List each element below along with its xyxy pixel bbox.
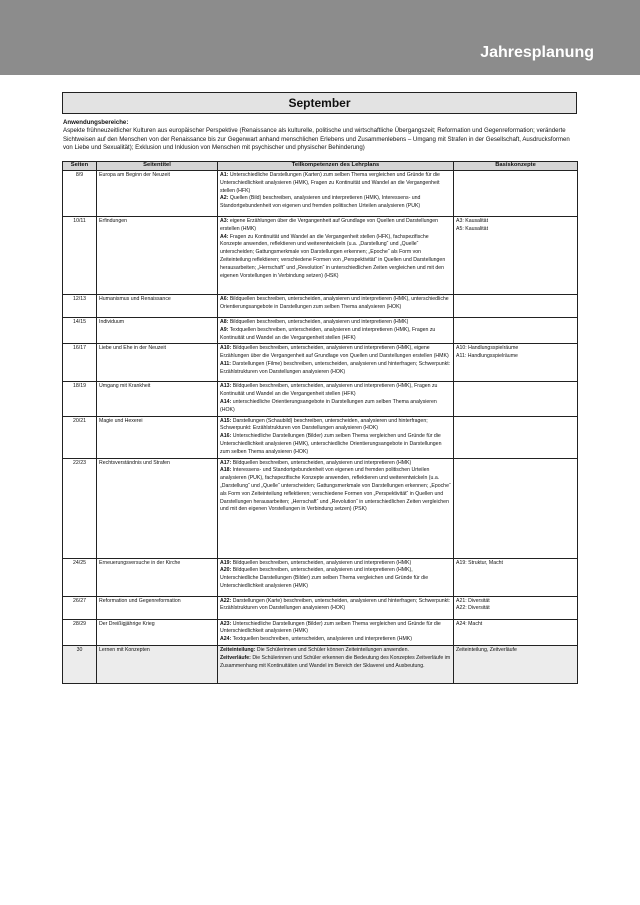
competency-text: Darstellungen (Schaubild) beschreiben, unterscheiden, analysieren und hinterfragen; Schwerpunkt: Erzählstrukturen von Darstellungen analysieren (HOK)	[220, 417, 428, 432]
competency-entry	[220, 383, 451, 399]
competency-code: A17:	[220, 459, 232, 466]
competency-code: A16:	[220, 433, 232, 440]
cell-competencies	[218, 344, 454, 382]
competency-code: Zeitverläufe:	[220, 654, 251, 661]
plan-table	[62, 161, 578, 684]
cell-competencies	[218, 171, 454, 217]
competency-code: A8:	[220, 319, 229, 325]
cell-pages: 30	[63, 645, 97, 683]
cell-concepts	[454, 295, 578, 318]
competency-text: Textquellen beschreiben, unterscheiden, analysieren und interpretieren (HMK)	[232, 636, 412, 643]
competency-entry	[220, 172, 451, 195]
cell-competencies	[218, 619, 454, 645]
table-row	[63, 295, 578, 318]
table-row	[63, 596, 578, 619]
competency-text: Interessens- und Standortgebundenheit von eigenen und fremden politischen Urteilen analysieren (PUK), fachspezifische Konzepte anwenden, reflektieren und weiterentwickeln (u.a. „Darstellung“ und „Quelle“ unterscheiden; Gattungsmerkmale von Darstellungen erkennen; „Epoche“ als Form von Zeiteinteilung reflektieren; verschiedene Formen von „Perspektivität“ in Quellen und Darstellungen herausarbeiten; „Herrschaft“ und „Revolution“ in unterschiedlichen Zeiten vergleichen und mit den eigenen Vorstellungen in Verbindung setzen) (PSK)	[220, 467, 451, 513]
competency-code: A4:	[220, 233, 229, 240]
cell-pages: 12/13	[63, 295, 97, 318]
competency-code: A18:	[220, 467, 232, 474]
competency-text: Darstellungen (Karte) beschreiben, unterscheiden, analysieren und hinterfragen; Schwerpunkt: Erzählstrukturen von Darstellungen analysieren (HOK)	[220, 597, 451, 612]
table-row	[63, 645, 578, 683]
table-row	[63, 171, 578, 217]
competency-entry	[220, 655, 451, 671]
competency-entry	[220, 418, 451, 434]
cell-concepts	[454, 619, 578, 645]
competency-text: Bildquellen beschreiben, unterscheiden, analysieren und interpretieren (HMK), unterschiedliche Orientierungsangebote in Darstellungen zum selben Thema analysieren (HOK)	[220, 296, 449, 310]
cell-title: Erfindungen	[97, 217, 218, 295]
concept-entry: A22: Diversität	[456, 605, 490, 612]
competency-text: Bildquellen beschreiben, unterscheiden, analysieren und interpretieren (HMK), Fragen zu Kontinuität und Wandel an die Vergangenheit stellen (HFK)	[220, 383, 438, 398]
competency-entry	[220, 598, 451, 614]
cell-pages: 22/23	[63, 458, 97, 558]
cell-title: Individuum	[97, 318, 218, 344]
competency-entry	[220, 567, 451, 590]
table-row	[63, 318, 578, 344]
cell-competencies	[218, 318, 454, 344]
cell-title: Erneuerungsversuche in der Kirche	[97, 558, 218, 596]
competency-code: A9:	[220, 326, 229, 333]
competency-code: A11:	[220, 360, 231, 367]
competency-code: A13:	[220, 383, 232, 390]
cell-competencies	[218, 416, 454, 458]
cell-title: Reformation und Gegenreformation	[97, 596, 218, 619]
competency-entry	[220, 234, 451, 281]
cell-competencies	[218, 217, 454, 295]
cell-concepts	[454, 596, 578, 619]
header-band	[0, 0, 640, 75]
cell-concepts	[454, 382, 578, 416]
cell-concepts	[454, 558, 578, 596]
cell-title: Rechtsverständnis und Strafen	[97, 458, 218, 558]
page-title: Jahresplanung	[480, 44, 594, 61]
cell-title: Humanismus und Renaissance	[97, 295, 218, 318]
competency-entry	[220, 345, 451, 361]
concept-entry: Zeiteinteilung, Zeitverläufe	[456, 646, 517, 653]
competency-text: Bildquellen beschreiben, unterscheiden, analysieren und interpretieren (HMK)	[229, 319, 409, 325]
competency-text: Unterschiedliche Darstellungen (Bilder) zum selben Thema vergleichen und Gründe für die Unterschiedlichkeit analysieren (HMK)	[220, 620, 441, 635]
competency-entry	[220, 361, 451, 377]
cell-concepts	[454, 416, 578, 458]
cell-title: Lernen mit Konzepten	[97, 645, 218, 683]
competency-code: A20:	[220, 567, 232, 574]
cell-concepts	[454, 171, 578, 217]
competency-code: Zeiteinteilung:	[220, 646, 256, 653]
cell-concepts	[454, 217, 578, 295]
table-row	[63, 416, 578, 458]
competency-entry	[220, 195, 451, 211]
table-row	[63, 382, 578, 416]
concept-entry: A10: Handlungsspielräume	[456, 345, 519, 352]
application-areas-text: Aspekte frühneuzeitlicher Kulturen aus europäischer Perspektive (Renaissance als kulturelle, politische und wirtschaftliche Übergangszeit; Reformation und Gegenreformation; veränderte Sichtweisen auf den Menschen von der Renaissance bis zur Gegenwart anhand menschlichen Erlebens und Zusammenlebens – Umgang mit Strafen in der Gesellschaft, Ausdrucksformen von Liebe und Sexualität); Exklusion und Inklusion von Menschen mit psychischer und physischer Behinderung)	[63, 127, 570, 152]
competency-code: A3:	[220, 218, 229, 224]
concept-entry: A21: Diversität	[456, 597, 490, 604]
concept-entry: A19: Struktur, Macht	[456, 559, 503, 566]
cell-title: Magie und Hexerei	[97, 416, 218, 458]
cell-pages: 16/17	[63, 344, 97, 382]
col-header-title: Seitentitel	[97, 162, 218, 171]
cell-concepts	[454, 645, 578, 683]
cell-concepts	[454, 318, 578, 344]
competency-entry	[220, 319, 451, 327]
cell-title: Europa am Beginn der Neuzeit	[97, 171, 218, 217]
table-body	[63, 171, 578, 684]
competency-code: A24:	[220, 636, 232, 643]
month-heading: September	[62, 92, 577, 114]
competency-entry	[220, 560, 451, 568]
cell-pages: 14/15	[63, 318, 97, 344]
cell-pages: 10/11	[63, 217, 97, 295]
competency-text: Bildquellen beschreiben, unterscheiden, analysieren und interpretieren (HMK)	[232, 459, 412, 466]
competency-code: A19:	[220, 559, 232, 566]
cell-pages: 26/27	[63, 596, 97, 619]
competency-text: Fragen zu Kontinuität und Wandel an die Vergangenheit stellen (HFK), fachspezifische Konzepte anwenden, reflektieren und weiterentwickeln (u.a. „Darstellung“ und „Quelle“ unterscheiden; Gattungsmerkmale von Darstellungen erkennen; „Epoche“ als Form von Zeiteinteilung reflektieren; verschiedene Formen von „Perspektivität“ in Quellen und Darstellungen herausarbeiten; „Herrschaft“ und „Revolution“ in unterschiedlichen Zeiten vergleichen und mit den eigenen Vorstellungen in Verbindung setzen) (HSK)	[220, 233, 446, 279]
cell-competencies	[218, 458, 454, 558]
cell-title: Liebe und Ehe in der Neuzeit	[97, 344, 218, 382]
competency-text: Unterschiedliche Darstellungen (Karten) zum selben Thema vergleichen und Gründe für die Unterschiedlichkeit analysieren (HMK), Fragen zu Kontinuität und Wandel an die Vergangenheit stellen (HFK)	[220, 172, 440, 194]
competency-code: A23:	[220, 620, 232, 627]
competency-code: A6:	[220, 296, 229, 302]
competency-text: Quellen (Bild) beschreiben, analysieren und interpretieren (HMK), Interessens- und Standortgebundenheit von eigenen und fremden politischen Urteilen analysieren (PUK)	[220, 195, 421, 210]
concept-entry: A5: Kausalität	[456, 225, 489, 232]
cell-competencies	[218, 558, 454, 596]
competency-entry	[220, 647, 451, 655]
cell-concepts	[454, 344, 578, 382]
competency-text: Darstellungen (Filme) beschreiben, unterscheiden, analysieren und hinterfragen; Schwerpunkt: Erzählstrukturen von Darstellungen analysieren (HOK)	[220, 360, 451, 375]
competency-text: Unterschiedliche Darstellungen (Bilder) zum selben Thema vergleichen und Gründe für die Unterschiedlichkeit analysieren (HMK), unterschiedliche Orientierungsangebote in Darstellungen zum selben Thema analysieren (HOK)	[220, 433, 442, 455]
cell-competencies	[218, 382, 454, 416]
cell-pages: 20/21	[63, 416, 97, 458]
table-row	[63, 217, 578, 295]
competency-text: Bildquellen beschreiben, unterscheiden, analysieren und interpretieren (HMK)	[232, 559, 412, 566]
cell-concepts	[454, 458, 578, 558]
competency-text: Textquellen beschreiben, unterscheiden, analysieren und interpretieren (HMK), Fragen zu Kontinuität und Wandel an die Vergangenheit stellen (HFK)	[220, 326, 436, 341]
cell-title: Der Dreißigjährige Krieg	[97, 619, 218, 645]
cell-pages: 8/9	[63, 171, 97, 217]
cell-pages: 18/19	[63, 382, 97, 416]
competency-entry	[220, 218, 451, 234]
table-row	[63, 558, 578, 596]
col-header-competencies: Teilkompetenzen des Lehrplans	[218, 162, 454, 171]
competency-code: A15:	[220, 417, 232, 424]
competency-entry	[220, 467, 451, 514]
cell-competencies	[218, 596, 454, 619]
col-header-pages: Seiten	[63, 162, 97, 171]
concept-entry: A11: Handlungsspielräume	[456, 353, 518, 360]
competency-code: A1:	[220, 172, 229, 178]
table-header-row	[63, 162, 578, 171]
competency-text: Bildquellen beschreiben, unterscheiden, analysieren und interpretieren (HMK), Unterschiedliche Darstellungen (Bilder) zum selben Thema vergleichen und Gründe für die Unterschiedlichkeit analysieren (HMK)	[220, 567, 429, 589]
competency-text: Die Schülerinnen und Schüler können Zeiteinteilungen anwenden.	[256, 646, 409, 653]
competency-entry	[220, 327, 451, 343]
concept-entry: A3: Kausalität	[456, 218, 489, 224]
competency-entry	[220, 296, 451, 312]
competency-code: A2:	[220, 195, 229, 202]
competency-text: unterschiedliche Orientierungsangebote in Darstellungen zum selben Thema analysieren (HOK)	[220, 398, 437, 413]
concept-entry: A24: Macht	[456, 620, 483, 627]
competency-entry	[220, 460, 451, 468]
competency-entry	[220, 399, 451, 415]
competency-text: Bildquellen beschreiben, unterscheiden, analysieren und interpretieren (HMK), eigene Erzählungen über die Vergangenheit auf Grundlage von Quellen und Darstellungen erstellen (HMK)	[220, 345, 449, 360]
competency-entry	[220, 636, 451, 644]
cell-pages: 28/29	[63, 619, 97, 645]
competency-entry	[220, 433, 451, 456]
competency-code: A10:	[220, 345, 232, 352]
application-areas-heading: Anwendungsbereiche:	[63, 119, 129, 126]
cell-competencies	[218, 295, 454, 318]
competency-text: Die Schülerinnen und Schüler erkennen die Bedeutung des Konzeptes Zeitverläufe im Zusammenhang mit Kontinuitäten und Wandel im Bereich der Sklaverei und Ausbeutung.	[220, 654, 451, 669]
application-areas	[63, 119, 577, 153]
cell-competencies	[218, 645, 454, 683]
table-row	[63, 619, 578, 645]
competency-code: A22:	[220, 597, 232, 604]
table-row	[63, 344, 578, 382]
cell-pages: 24/25	[63, 558, 97, 596]
competency-text: eigene Erzählungen über die Vergangenheit auf Grundlage von Quellen und Darstellungen erstellen (HMK)	[220, 218, 439, 232]
table-row	[63, 458, 578, 558]
competency-entry	[220, 621, 451, 637]
competency-code: A14:	[220, 398, 232, 405]
cell-title: Umgang mit Krankheit	[97, 382, 218, 416]
col-header-concepts: Basiskonzepte	[454, 162, 578, 171]
